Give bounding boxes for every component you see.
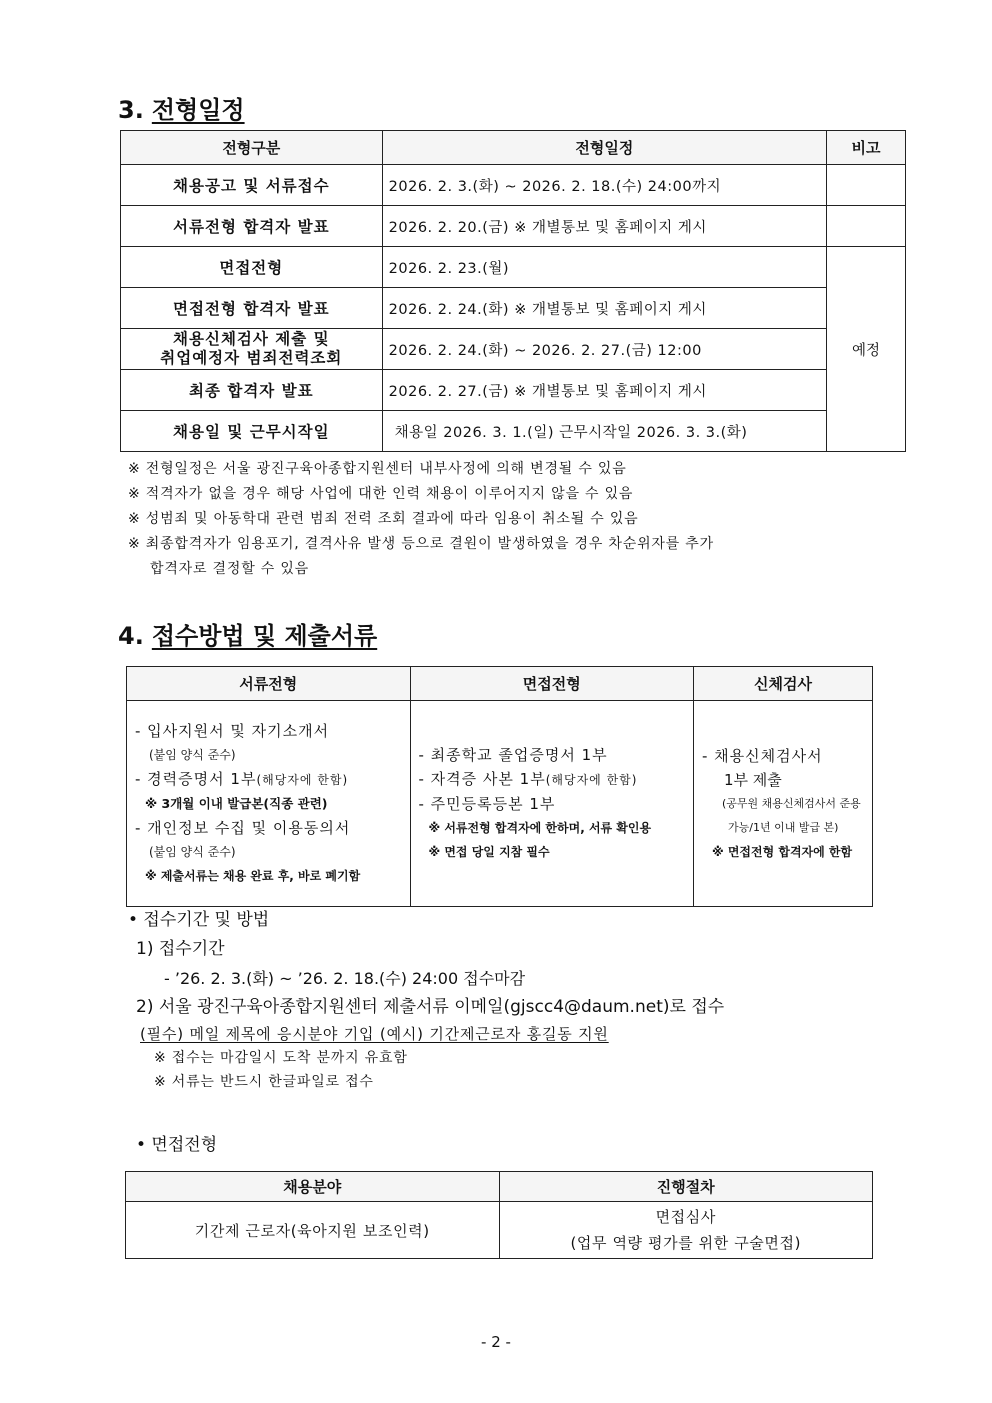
- stage-cell: 면접전형 합격자 발표: [121, 288, 383, 329]
- doc-item: [135, 767, 402, 792]
- interview-cell: [410, 701, 693, 907]
- date-cell: 2026. 2. 27.(금) ※ 개별통보 및 홈페이지 게시: [382, 370, 826, 411]
- medical-subnote: 가능/1년 이내 발급 본): [727, 820, 839, 834]
- doc-item-qualifier: (해당자에 한함): [256, 773, 349, 787]
- period-value: - ’26. 2. 3.(화) ~ ’26. 2. 18.(수) 24:00 접수마감: [164, 969, 526, 988]
- field-cell: 기간제 근로자(육아지원 보조인력): [126, 1202, 500, 1259]
- header-interview: 면접전형: [410, 667, 693, 701]
- header-date: 전형일정: [382, 131, 826, 165]
- remark-cell: [827, 206, 906, 247]
- note-line: ※ 성범죄 및 아동학대 관련 범죄 전력 조회 결과에 따라 임용이 취소될 수 있음: [128, 511, 639, 527]
- page-number: - 2 -: [481, 1333, 511, 1351]
- date-cell: 2026. 2. 20.(금) ※ 개별통보 및 홈페이지 게시: [382, 206, 826, 247]
- documents-cell: [127, 701, 411, 907]
- doc-item: - 입사지원서 및 자기소개서: [135, 722, 330, 740]
- table-row: [121, 411, 906, 452]
- note-line: ※ 적격자가 없을 경우 해당 사업에 대한 인력 채용이 이루어지지 않을 수 있음: [128, 486, 634, 502]
- header-stage: 전형구분: [121, 131, 383, 165]
- date-cell: 2026. 2. 23.(월): [382, 247, 826, 288]
- section-3-heading: 전형일정: [151, 96, 245, 124]
- process-cell: [499, 1202, 873, 1259]
- section-3-title: [118, 90, 245, 125]
- stage-cell: 채용공고 및 서류접수: [121, 165, 383, 206]
- remark-cell-merged: 예정: [827, 247, 906, 452]
- date-cell: 채용일 2026. 3. 1.(일) 근무시작일 2026. 3. 3.(화): [382, 411, 826, 452]
- stage-cell: 최종 합격자 발표: [121, 370, 383, 411]
- interview-list: [411, 737, 693, 870]
- interview-table: [125, 1171, 873, 1259]
- header-remark: 비고: [827, 131, 906, 165]
- stage-line-1: 채용신체검사 제출 및: [173, 330, 330, 348]
- method-note: ※ 서류는 반드시 한글파일로 접수: [154, 1074, 374, 1090]
- medical-item: - 채용신체검사서: [701, 746, 823, 765]
- table-row: [121, 206, 906, 247]
- doc-warning: ※ 3개월 이내 발급본(직종 관련): [145, 796, 328, 811]
- interview-warning: ※ 면접 당일 지참 필수: [428, 845, 550, 859]
- documents-table: [126, 666, 873, 907]
- interview-item-text: - 자격증 사본 1부: [418, 770, 546, 788]
- date-cell: 2026. 2. 3.(화) ~ 2026. 2. 18.(수) 24:00까지: [382, 165, 826, 206]
- date-cell: 2026. 2. 24.(화) ~ 2026. 2. 27.(금) 12:00: [382, 329, 826, 370]
- stage-line-2: 취업예정자 범죄전력조회: [160, 349, 343, 367]
- interview-title: • 면접전형: [136, 1135, 218, 1155]
- method-note: ※ 접수는 마감일시 도착 분까지 유효함: [154, 1050, 408, 1066]
- email-instruction: 2) 서울 광진구육아종합지원센터 제출서류 이메일(gjscc4@daum.net)로 접수: [136, 997, 725, 1017]
- header-medical: 신체검사: [693, 667, 872, 701]
- note-line: 합격자로 결정할 수 있음: [150, 561, 309, 577]
- stage-cell: 채용일 및 근무시작일: [121, 411, 383, 452]
- interview-warning: ※ 서류전형 합격자에 한하며, 서류 확인용: [428, 821, 652, 835]
- interview-item: - 최종학교 졸업증명서 1부: [418, 746, 608, 764]
- table-row: [121, 288, 906, 329]
- header-process: 진행절차: [499, 1172, 873, 1202]
- process-line-1: 면접심사: [655, 1208, 716, 1226]
- documents-header-row: [127, 667, 873, 701]
- stage-cell: 서류전형 합격자 발표: [121, 206, 383, 247]
- table-row: [126, 1202, 873, 1259]
- section-4-heading: 접수방법 및 제출서류: [151, 622, 378, 650]
- subject-rule: (필수) 메일 제목에 응시분야 기입 (예시) 기간제근로자 홍길동 지원: [140, 1025, 609, 1043]
- interview-item: - 주민등록등본 1부: [418, 795, 556, 813]
- interview-item-qualifier: (해당자에 한함): [545, 773, 638, 787]
- medical-item: 1부 제출: [723, 770, 782, 789]
- table-row: [121, 370, 906, 411]
- stage-cell: 면접전형: [121, 247, 383, 288]
- schedule-notes: [128, 457, 714, 582]
- period-label: 1) 접수기간: [136, 939, 225, 959]
- process-line-2: (업무 역량 평가를 위한 구술면접): [570, 1234, 802, 1252]
- stage-cell: [121, 329, 383, 370]
- documents-list: [127, 713, 410, 894]
- section-4-number: 4.: [118, 622, 144, 650]
- schedule-header-row: [121, 131, 906, 165]
- section-4-title: [118, 616, 377, 651]
- note-line: ※ 전형일정은 서울 광진구육아종합지원센터 내부사정에 의해 변경될 수 있음: [128, 461, 627, 477]
- doc-subnote: (붙임 양식 준수): [149, 748, 236, 762]
- interview-item: [419, 767, 685, 792]
- section-3-number: 3.: [118, 96, 144, 124]
- doc-warning: ※ 제출서류는 채용 완료 후, 바로 폐기함: [145, 869, 361, 883]
- table-row: [121, 329, 906, 370]
- doc-item: - 개인정보 수집 및 이용동의서: [135, 819, 351, 837]
- schedule-table: [120, 130, 906, 452]
- submission-method: [128, 906, 724, 1094]
- medical-subnote: (공무원 채용신체검사서 준용: [721, 796, 861, 810]
- header-field: 채용분야: [126, 1172, 500, 1202]
- header-documents: 서류전형: [127, 667, 411, 701]
- note-line: ※ 최종합격자가 임용포기, 결격사유 발생 등으로 결원이 발생하였을 경우 차순위자를 추가: [128, 536, 714, 552]
- medical-list: [694, 738, 872, 870]
- doc-item-text: - 경력증명서 1부: [135, 770, 257, 788]
- date-cell: 2026. 2. 24.(화) ※ 개별통보 및 홈페이지 게시: [382, 288, 826, 329]
- remark-cell: [827, 165, 906, 206]
- table-row: [121, 247, 906, 288]
- medical-warning: ※ 면접전형 합격자에 한함: [711, 844, 853, 859]
- medical-cell: [693, 701, 872, 907]
- documents-content-row: [127, 701, 873, 907]
- doc-subnote: (붙임 양식 준수): [149, 845, 236, 859]
- table-row: [121, 165, 906, 206]
- interview-header-row: [126, 1172, 873, 1202]
- method-heading: • 접수기간 및 방법: [128, 910, 270, 930]
